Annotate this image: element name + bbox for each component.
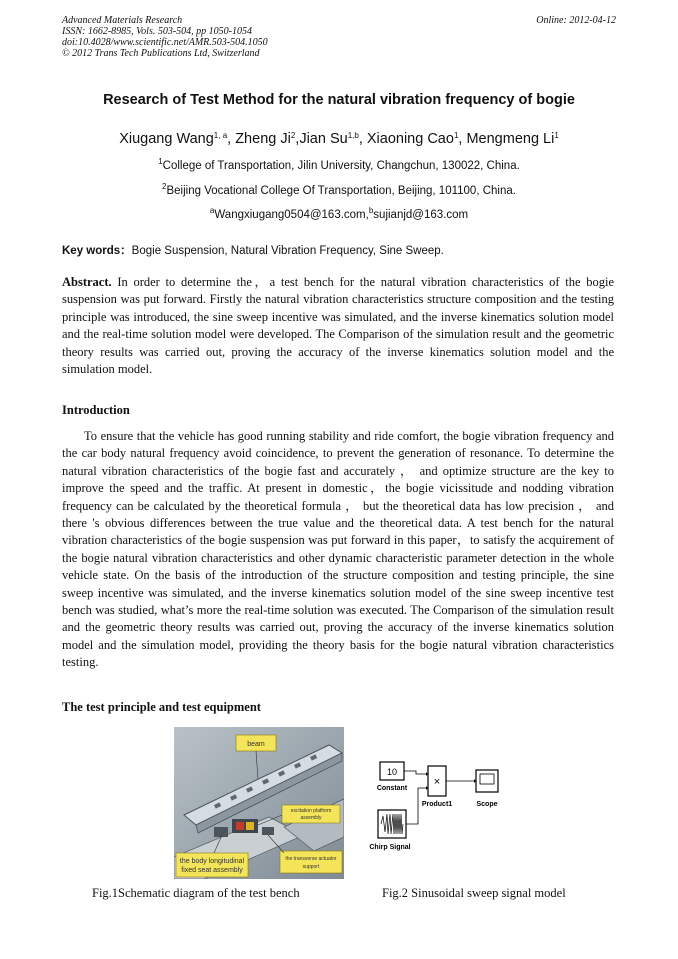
keywords (62, 242, 444, 258)
author-sup: 1 (554, 131, 559, 140)
sine-sweep-model-diagram (368, 752, 508, 856)
email-sup: a (209, 206, 215, 215)
constant-value: 10 (386, 767, 398, 777)
chirp-label: Chirp Signal (369, 844, 411, 851)
copyright-line: © 2012 Trans Tech Publications Ltd, Switzerland (62, 48, 260, 59)
affiliation-sup: 2 (162, 182, 167, 191)
author-sup: 2 (290, 131, 296, 140)
author-sup: 1, a (213, 131, 228, 140)
online-date: Online: 2012-04-12 (536, 15, 616, 26)
abstract-label: Abstract. (62, 275, 112, 289)
journal-header (62, 15, 616, 59)
figure-1-test-bench (174, 727, 344, 879)
svg-text:support: support (302, 864, 320, 870)
email-sup: b (368, 206, 374, 215)
affiliation-sup: 1 (158, 157, 163, 166)
affiliation-2 (0, 182, 678, 197)
author-name: Zheng Ji (235, 131, 291, 147)
author-sup: 1,b (347, 131, 359, 140)
section-heading: The test principle and test equipment (62, 700, 261, 714)
author-name: Jian Su (299, 131, 348, 147)
affiliation-text: College of Transportation, Jilin University, Changchun, 130022, China. (162, 160, 520, 172)
author-name: Xiugang Wang (119, 131, 214, 147)
label-beam: beam (247, 741, 265, 748)
svg-text:the transverse actuator: the transverse actuator (285, 856, 337, 862)
affiliation-1 (0, 157, 678, 172)
figure-2-caption: Fig.2 Sinusoidal sweep signal model (382, 886, 566, 900)
journal-name: Advanced Materials Research (62, 15, 183, 26)
test-bench-illustration (174, 727, 344, 879)
svg-text:assembly: assembly (300, 815, 322, 821)
paper-title: Research of Test Method for the natural vibration frequency of bogie (103, 92, 575, 108)
introduction-heading: Introduction (62, 403, 130, 417)
constant-label: Constant (376, 785, 408, 792)
keywords-text: Bogie Suspension, Natural Vibration Frequency, Sine Sweep. (131, 245, 444, 257)
doi-line: doi:10.4028/www.scientific.net/AMR.503-504.1050 (62, 37, 268, 48)
figure-1-caption: Fig.1Schematic diagram of the test bench (92, 886, 300, 900)
figure-2-simulink-model (368, 752, 508, 856)
author-list: Xiugang Wang$^{1, a}$, Zheng Ji$^2$,Jian Su$^{1,b}$, Xiaoning Cao$^1$, Mengmeng Li$^1$ (119, 131, 559, 147)
product-symbol: × (433, 776, 441, 788)
email-address: sujianjd@163.com (373, 209, 469, 221)
issn-line: ISSN: 1662-8985, Vols. 503-504, pp 1050-1054 (62, 26, 252, 37)
author-name: Xiaoning Cao (366, 131, 454, 147)
product-label: Product1 (421, 801, 453, 808)
svg-text:excitation platform: excitation platform (290, 808, 332, 814)
email-address: Wangxiugang0504@163.com, (214, 209, 369, 221)
abstract (62, 274, 614, 378)
author-name: Mengmeng Li (466, 131, 555, 147)
email-line (0, 206, 678, 221)
svg-text:fixed seat assembly: fixed seat assembly (181, 867, 243, 874)
author-sup: 1 (453, 131, 459, 140)
introduction-text: To ensure that the vehicle has good running stability and ride comfort, the bogie vibration frequency and the car body natural frequency avoid coincidence, to prevent the generation of resonance. To determine the natural vibration characteristics of the bogie fast and accurately ， and optimize structure are the key to improve the speed and the traffic. At present in domestic，the bogie vicissitude and nodding vibration frequency can be calculated by the theoretical formula ， but the theoretical data has low precision ， and there 's obvious differences between the true value and the theoretical data. A test bench for the natural vibration characteristics of the bogie suspension was put forward in this paper，to satisfy the acquirement of the bogie natural vibration characteristics and other dynamic characteristic parameter detection in the whole vehicle state. On the basis of the introduction of the structure composition and testing principle, the sine sweep incentive was simulated, and the inverse kinematics solution model of the sine sweep incentive test bench was studied, what’s more the real-time solution was executed. The Comparison of the simulation result and the geometric theory results was carried out, proving the accuracy of the inverse kinematics solution model and the simulation model, providing the theory basis for the bogie natural vibration characteristics testing. (62, 429, 614, 670)
abstract-text: In order to determine the，a test bench for the natural vibration characteristics of the bogie suspension was put forward. Firstly the natural vibration characteristics structure composition and the testing principle was introduced, the sine sweep incentive was simulated, and the inverse kinematics solution model and the real-time solution model were developed. The Comparison of the simulation result and the geometric theory results was carried out, proving the accuracy of the inverse kinematics solution model and the simulation model. (62, 275, 615, 377)
svg-text:the body longitudinal: the body longitudinal (179, 858, 245, 865)
affiliation-text: Beijing Vocational College Of Transportation, Beijing, 101100, China. (166, 185, 516, 197)
keywords-label: Key words： (62, 245, 132, 257)
scope-label: Scope (476, 801, 498, 808)
